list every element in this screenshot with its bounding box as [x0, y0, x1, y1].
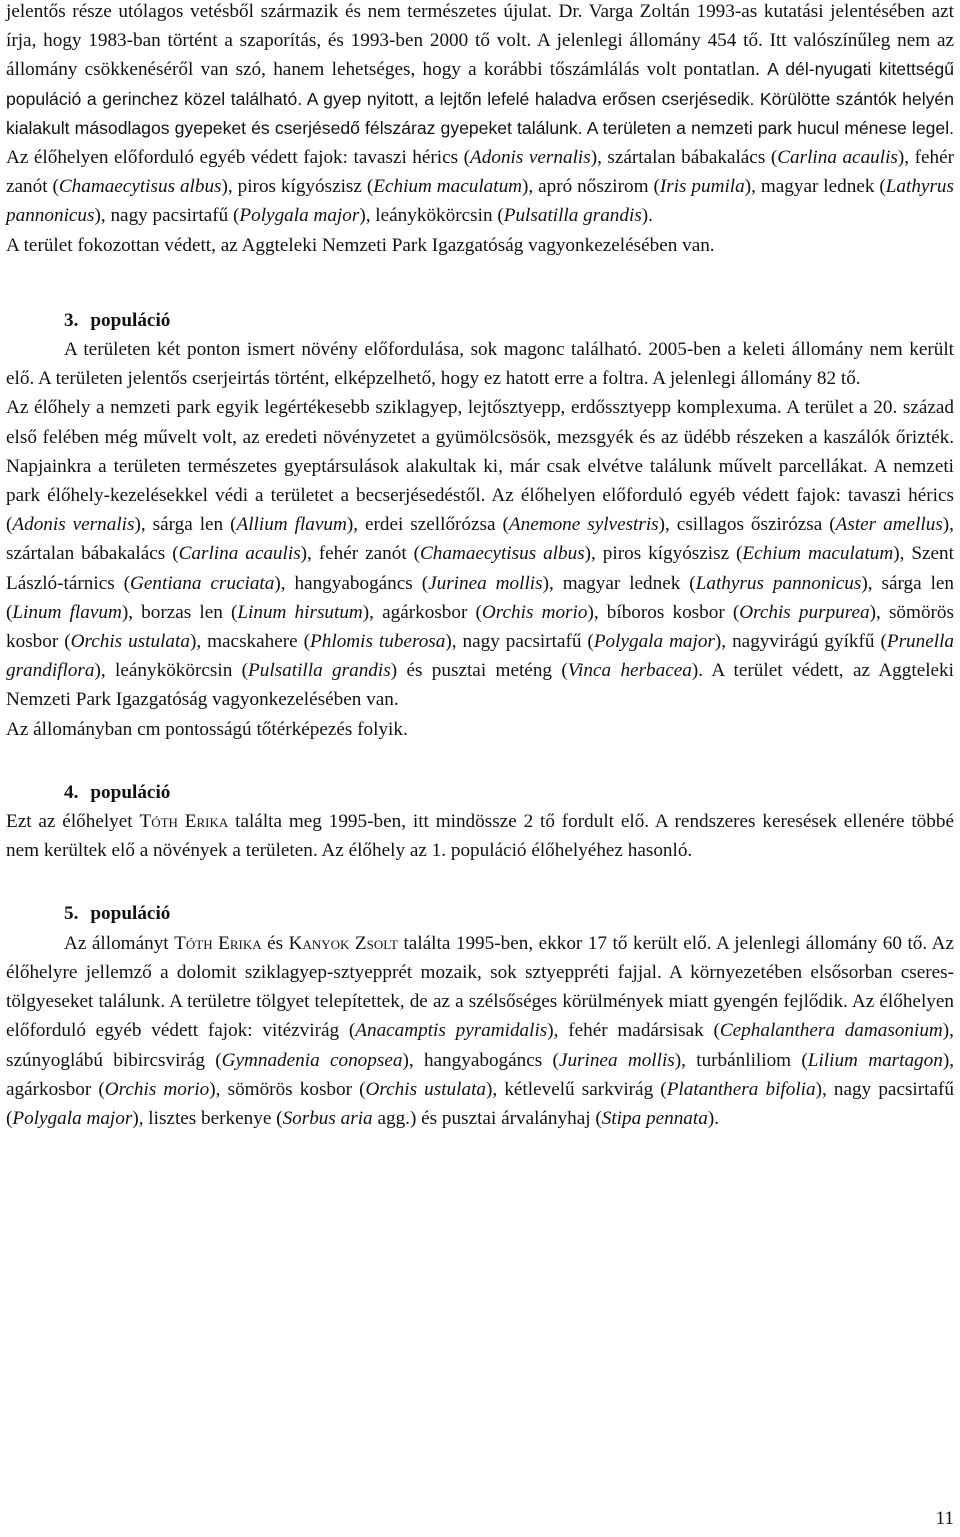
text-run: Az élőhelyen előforduló egyéb védett fajok: tavaszi hérics (	[6, 147, 471, 169]
text-run: ), nagy pacsirtafű (	[6, 1078, 954, 1129]
species-name: Polygala major	[12, 1107, 133, 1129]
species-name: Gentiana cruciata	[130, 572, 275, 594]
section-number: 4.	[64, 781, 79, 803]
text-run: ), sárga len (	[134, 514, 237, 536]
text-run: és	[261, 932, 289, 954]
section-title: populáció	[90, 781, 171, 803]
text-run: ), magyar lednek (	[744, 176, 886, 198]
text-run: ), nagy pacsirtafű (	[445, 631, 594, 653]
species-name: Jurinea mollis	[428, 572, 543, 594]
species-name: Echium maculatum	[742, 543, 894, 565]
text-run: ), turbánliliom (	[674, 1049, 808, 1071]
species-name: Linum flavum	[12, 601, 122, 623]
text-run: ), leánykökörcsin (	[359, 205, 504, 227]
text-run: Az állományt	[64, 932, 175, 954]
species-name: Orchis ustulata	[365, 1078, 486, 1100]
species-name: Polygala major	[239, 205, 360, 227]
section-heading-pop4	[6, 778, 954, 807]
text-run: ), fehér zanót (	[300, 543, 420, 565]
text-run: agg.) és pusztai árvalányhaj (	[372, 1107, 602, 1129]
text-run: ), szártalan bábakalács (	[590, 147, 778, 169]
species-name: Lilium martagon	[807, 1049, 943, 1071]
species-name: Iris pumila	[659, 176, 745, 198]
page-number: 11	[935, 1508, 954, 1529]
text-run: ), borzas len (	[121, 601, 238, 623]
text-run: ), nagy pacsirtafű (	[94, 205, 240, 227]
species-name: Pulsatilla grandis	[248, 660, 391, 682]
species-name: Linum hirsutum	[237, 601, 363, 623]
text-run: ), piros kígyószisz (	[221, 176, 374, 198]
species-name: Chamaecytisus albus	[58, 176, 222, 198]
text-run: ), erdei szellőrózsa (	[346, 514, 509, 536]
text-run: ), hangyabogáncs (	[402, 1049, 559, 1071]
text-run: ), sömörös kosbor (	[209, 1078, 366, 1100]
section-heading-pop5	[6, 899, 954, 928]
pop3-paragraph-1: A területen két ponton ismert növény előfordulása, sok magonc található. 2005-ben a keleti állomány nem került elő. A területen jelentős cserjeirtás történt, elképzelhető, hogy ez hatott erre a foltra. A jelenlegi állomány 82 tő.	[6, 339, 954, 390]
pop3-paragraph-3: Az állományban cm pontosságú tőtérképezés folyik.	[6, 718, 408, 740]
text-run: Ezt az élőhelyet	[6, 811, 140, 833]
species-name: Aster amellus	[835, 514, 943, 536]
pop3-paragraph-2	[6, 393, 954, 714]
intro-habitat-text: A dél-nyugati kitettségű populáció a gerinchez közel található. A gyep nyitott, a lejtőn lefelé haladva erősen cserjésedik. Körülötte szántók helyén kialakult másodlagos gyepeket és cserjésedő félszáraz gyepeket találunk. A területen a nemzeti park hucul ménese legel.	[6, 59, 954, 138]
section-title: populáció	[90, 903, 171, 925]
text-run: ), agárkosbor (	[362, 601, 482, 623]
species-name: Echium maculatum	[373, 176, 523, 198]
text-run: ). A terület védett, az Aggteleki Nemzeti Park Igazgatóság vagyonkezelésében van.	[6, 660, 954, 711]
species-name: Stipa pennata	[601, 1107, 708, 1129]
species-name: Adonis vernalis	[12, 514, 135, 536]
text-run: ), hangyabogáncs (	[274, 572, 429, 594]
species-name: Sorbus aria	[282, 1107, 373, 1129]
text-run: ), apró nőszirom (	[522, 176, 660, 198]
pop4-paragraph	[6, 807, 954, 865]
text-run: ), szúnyoglábú bibircsvirág (	[6, 1020, 954, 1071]
author-name: Kanyok Zsolt	[288, 932, 398, 954]
text-run: ), szártalan bábakalács (	[6, 514, 954, 565]
text-run: ).	[707, 1107, 719, 1129]
species-name: Lathyrus pannonicus	[6, 176, 954, 227]
text-run: találta 1995-ben, ekkor 17 tő került elő. A jelenlegi állomány 60 tő. Az élőhelyre jellemző a dolomit sziklagyep-sztyepprét mozaik, sok sztyeppréti fajjal. A környezetében elsősorban cseres-tölgyeseket találunk. A területre tölgyet telepítettek, de az a szélsőséges körülmények miatt gyengén fejlődik. Az élőhelyen előforduló egyéb védett fajok: vitézvirág (	[6, 932, 954, 1042]
pop5-paragraph	[6, 929, 954, 1133]
species-name: Orchis purpurea	[739, 601, 870, 623]
section-number: 5.	[64, 903, 79, 925]
text-run: ), nagyvirágú gyíkfű (	[714, 631, 887, 653]
section-number: 3.	[64, 309, 79, 331]
species-name: Polygala major	[593, 631, 715, 653]
text-run: ), fehér zanót (	[6, 147, 955, 198]
intro-paragraph	[6, 0, 954, 231]
text-run: ), agárkosbor (	[6, 1049, 955, 1100]
text-run: Az élőhely a nemzeti park egyik legértékesebb sziklagyep, lejtősztyepp, erdőssztyepp komplexuma. A terület a 20. század első felében még művelt volt, az eredeti növényzetet a gyümölcsösök, mezsgyék és az üdébb részeken a kaszálók őrizték. Napjainkra a területen természetes gyeptársulások alakultak ki, már csak elvétve találunk művelt parcellákat. A nemzeti park élőhely-kezelésekkel védi a területet a becserjésedéstől. Az élőhelyen előforduló egyéb védett fajok: tavaszi hérics (	[6, 397, 954, 536]
species-name: Anacamptis pyramidalis	[355, 1020, 548, 1042]
species-name: Carlina acaulis	[777, 147, 898, 169]
species-name: Phlomis tuberosa	[310, 631, 446, 653]
species-name: Adonis vernalis	[470, 147, 591, 169]
text-run: ) és pusztai meténg (	[390, 660, 568, 682]
species-name: Carlina acaulis	[178, 543, 301, 565]
species-name: Orchis ustulata	[70, 631, 190, 653]
text-run: ), kétlevelű sarkvirág (	[486, 1078, 667, 1100]
text-run: ), sömörös kosbor (	[6, 601, 954, 653]
text-run: ), magyar lednek (	[542, 572, 696, 594]
species-name: Orchis morio	[481, 601, 588, 623]
text-run: ), lisztes berkenye (	[132, 1107, 283, 1129]
document-page	[6, 0, 954, 1133]
text-run: ), bíboros kosbor (	[587, 601, 740, 623]
species-name: Lathyrus pannonicus	[695, 572, 862, 594]
species-name: Vinca herbacea	[567, 660, 692, 682]
text-run: ), fehér madársisak (	[547, 1020, 720, 1042]
text-run: ), Szent László-tárnics (	[6, 543, 954, 594]
species-name: Chamaecytisus albus	[419, 543, 585, 565]
species-name: Anemone sylvestris	[508, 514, 659, 536]
section-title: populáció	[90, 309, 171, 331]
species-name: Allium flavum	[236, 514, 347, 536]
text-run: találta meg 1995-ben, itt mindössze 2 tő fordult elő. A rendszeres keresések ellenére többé nem kerültek elő a növények a területen. Az élőhely az 1. populáció élőhelyéhez hasonló.	[6, 811, 954, 862]
text-run: ), macskahere (	[189, 631, 311, 653]
species-name: Prunella grandiflora	[6, 631, 954, 682]
species-name: Gymnadenia conopsea	[221, 1049, 403, 1071]
text-run: ), leánykökörcsin (	[94, 660, 249, 682]
text-run: ), csillagos őszirózsa (	[658, 514, 836, 536]
species-name: Orchis morio	[104, 1078, 210, 1100]
species-name: Jurinea mollis	[558, 1049, 675, 1071]
species-name: Platanthera bifolia	[666, 1078, 816, 1100]
author-name: Tóth Erika	[174, 932, 262, 954]
text-run: ), piros kígyószisz (	[584, 543, 743, 565]
species-name: Pulsatilla grandis	[503, 205, 642, 227]
intro-text: jelentős része utólagos vetésből származik és nem természetes újulat. Dr. Varga Zoltán 1993-as kutatási jelentésében azt írja, hogy 1983-ban történt a szaporítás, és 1993-ben 2000 tő volt. A jelenlegi állomány 454 tő. Itt valószínűleg nem az állomány csökkenéséről van szó, hanem lehetséges, hogy a korábbi tőszámlálás volt pontatlan.	[6, 1, 954, 81]
species-name: Cephalanthera damasonium	[719, 1020, 943, 1042]
intro-protection-paragraph: A terület fokozottan védett, az Aggteleki Nemzeti Park Igazgatóság vagyonkezelésében van.	[6, 234, 715, 256]
section-heading-pop3	[6, 306, 954, 335]
text-run: ), sárga len (	[6, 572, 955, 623]
text-run: ).	[641, 205, 653, 227]
author-name: Tóth Erika	[139, 811, 229, 833]
